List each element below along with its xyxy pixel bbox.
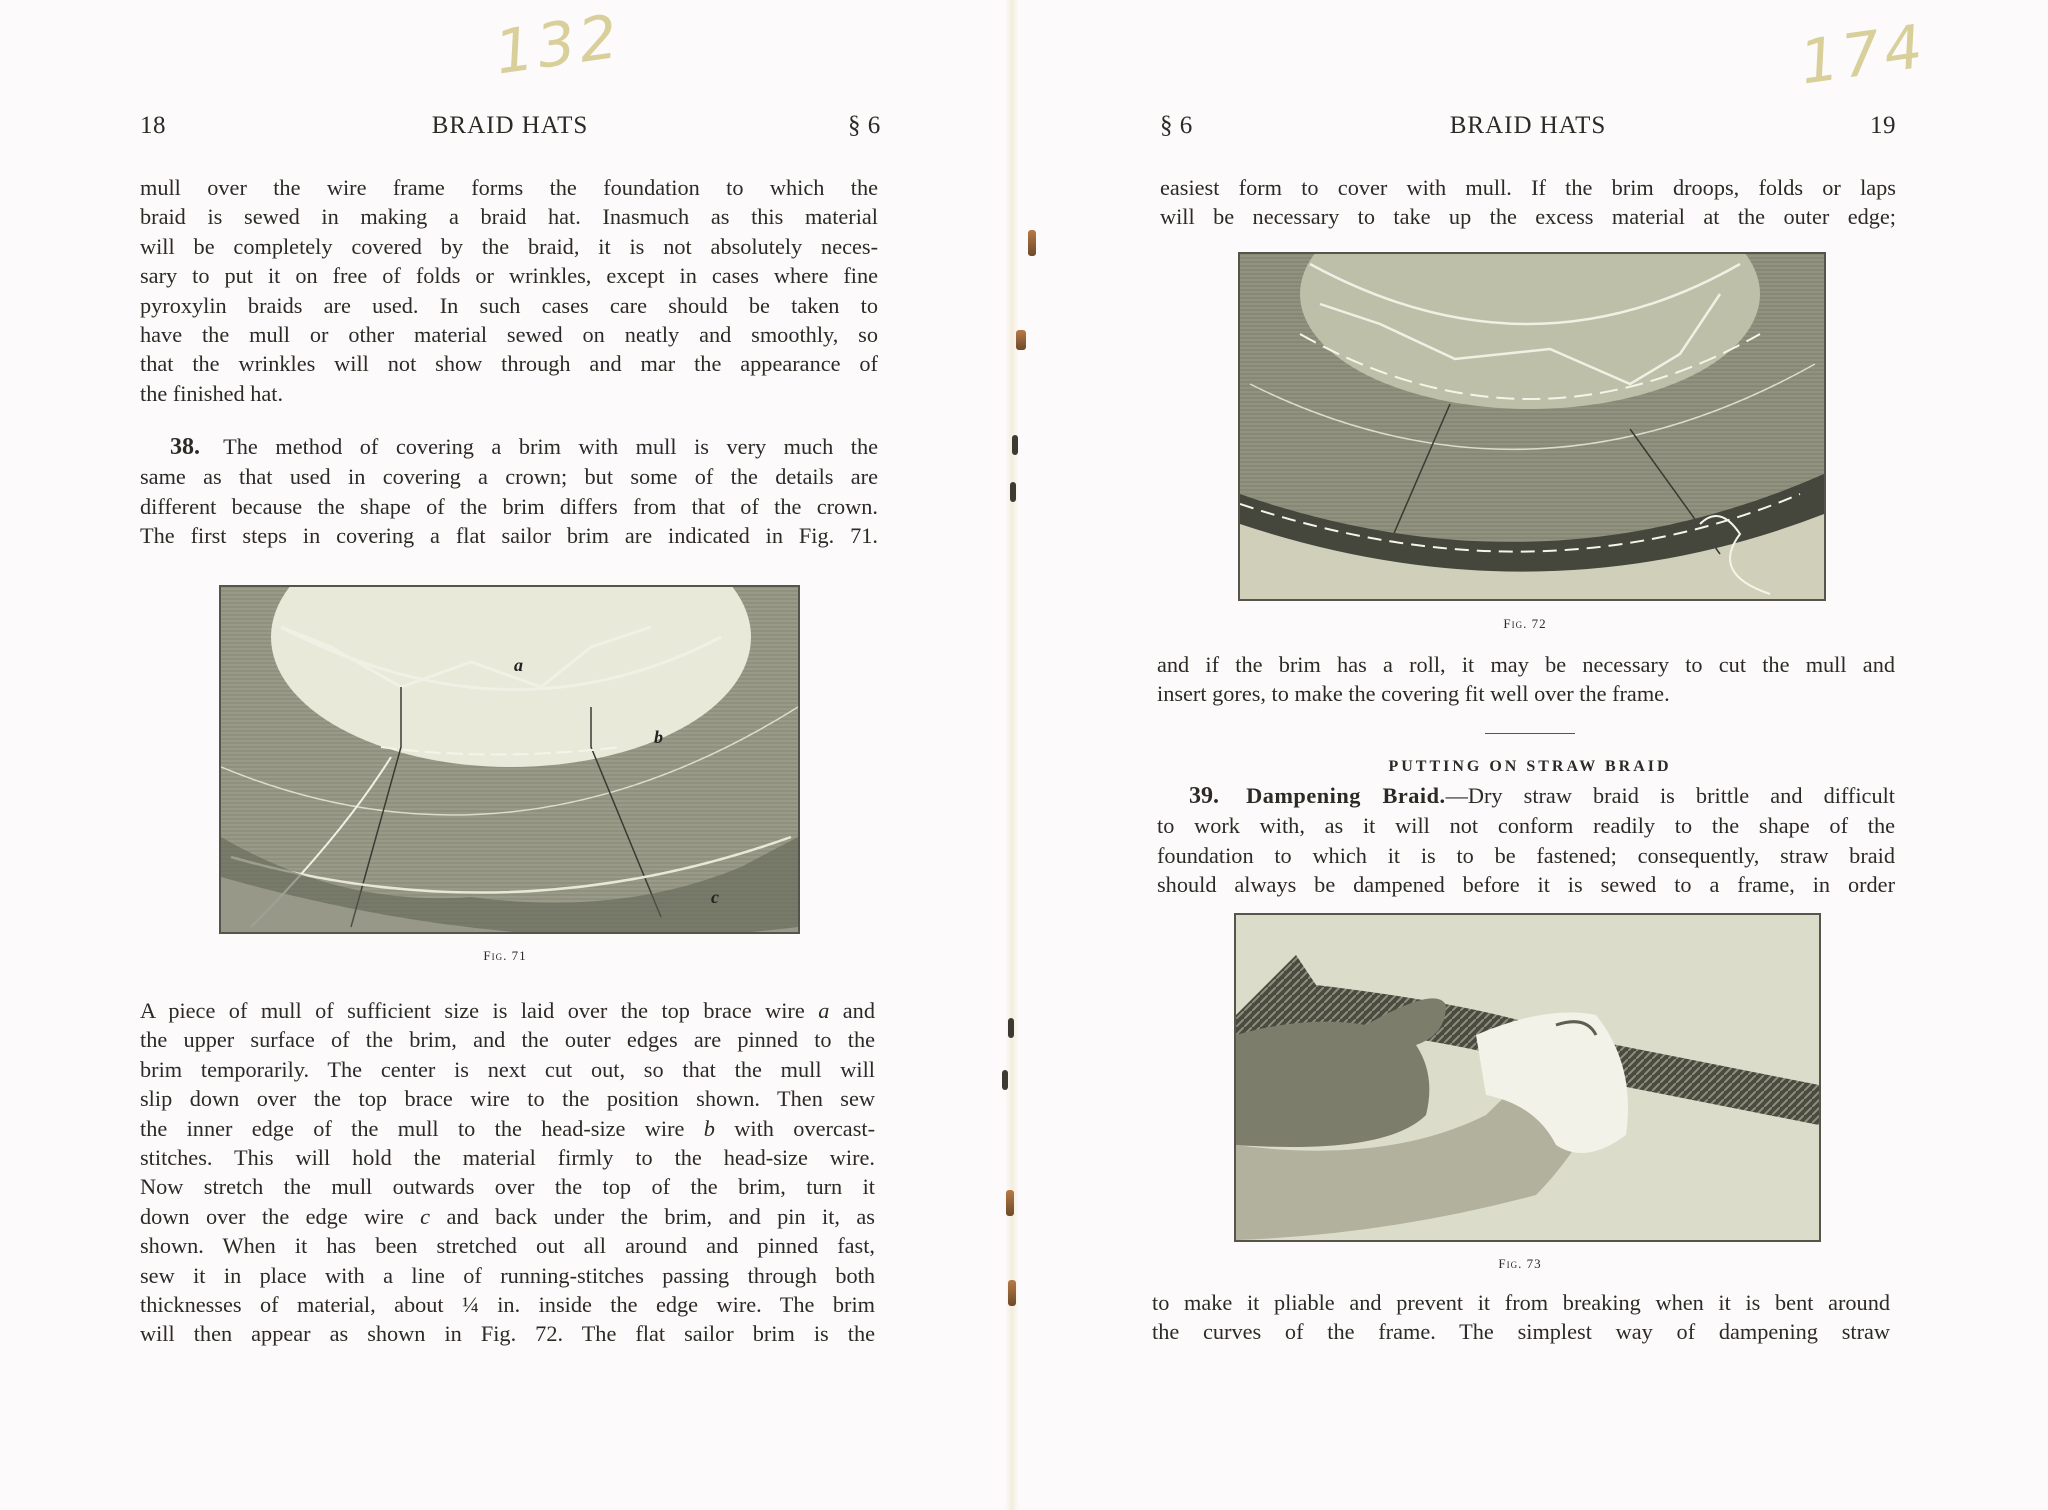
text-line: brim temporarily. The center is next cut out, so that the mull will <box>140 1056 875 1082</box>
text-line: shown. When it has been stretched out all around and pinned fast, <box>140 1233 875 1259</box>
text-line <box>1157 781 1895 811</box>
text-line: will be completely covered by the braid, it is not absolutely neces- <box>140 233 878 259</box>
text-line <box>140 996 875 1025</box>
figure-label-b: b <box>654 727 663 747</box>
paragraph-continued <box>140 173 878 408</box>
text-line: to work with, as it will not conform readily to the shape of the <box>1157 813 1895 839</box>
text-run: with overcast- <box>714 1115 875 1141</box>
figure-label-a: a <box>514 655 523 675</box>
paragraph-number: 38. <box>170 434 200 460</box>
wire-label-b: b <box>703 1115 715 1141</box>
text-line: that the wrinkles will not show through and mar the appearance of <box>140 351 878 377</box>
text-line: mull over the wire frame forms the foundation to which the <box>140 175 878 200</box>
text-line: sew it in place with a line of running-stitches passing through both <box>140 1262 875 1288</box>
paragraph-number: 39. <box>1189 783 1219 809</box>
text-line: slip down over the top brace wire to the position shown. Then sew <box>140 1086 875 1112</box>
text-run: A piece of mull of sufficient size is laid over the top brace wire <box>140 998 819 1023</box>
text-line: insert gores, to make the covering fit well over the frame. <box>1157 681 1670 707</box>
run-in-title: Dampening Braid. <box>1246 783 1446 808</box>
text-line: easiest form to cover with mull. If the brim droops, folds or laps <box>1160 175 1896 200</box>
text-line: the upper surface of the brim, and the outer edges are pinned to the <box>140 1027 875 1053</box>
paragraph-after-figure-71 <box>140 996 875 1349</box>
text-run: —Dry straw braid is brittle and difficult <box>1445 783 1895 808</box>
paragraph-after-figure-73 <box>1152 1288 1890 1347</box>
text-run: down over the edge wire <box>140 1203 421 1229</box>
section-divider <box>1485 733 1575 734</box>
section-mark: § 6 <box>848 112 881 139</box>
hat-frame-mull-illustration <box>221 587 798 932</box>
figure-71-image <box>219 585 800 934</box>
text-run: and back under the brim, and pin it, as <box>430 1203 875 1229</box>
page-number: 19 <box>1870 112 1896 139</box>
paragraph-continued <box>1160 173 1896 232</box>
text-line <box>140 1202 875 1231</box>
page-number: 18 <box>140 112 166 139</box>
text-run: the inner edge of the mull to the head-size wire <box>140 1115 704 1141</box>
paragraph-38 <box>140 432 878 551</box>
right-page <box>1010 0 2048 1510</box>
text-line: the finished hat. <box>140 380 284 406</box>
figure-72-caption: Fig. 72 <box>1503 616 1547 631</box>
text-line: sary to put it on free of folds or wrinkles, except in cases where fine <box>140 263 878 289</box>
wire-label-c: c <box>420 1203 431 1229</box>
text-line: same as that used in covering a crown; but some of the details are <box>140 464 878 490</box>
wire-label-a: a <box>818 998 830 1023</box>
text-line: should always be dampened before it is sewed to a frame, in order <box>1157 872 1895 898</box>
figure-71-caption: Fig. 71 <box>483 948 527 963</box>
paragraph-after-figure-72 <box>1157 650 1895 709</box>
text-line: pyroxylin braids are used. In such cases care should be taken to <box>140 292 878 318</box>
paragraph-39 <box>1157 781 1895 900</box>
text-line: thicknesses of material, about ¼ in. inside the edge wire. The brim <box>140 1292 875 1318</box>
left-page <box>0 0 1010 1510</box>
text-run: The method of covering a brim with mull is very much the <box>223 434 878 459</box>
hands-dampening-braid-illustration <box>1236 915 1819 1240</box>
text-line: The first steps in covering a flat sailor brim are indicated in Fig. 71. <box>140 523 878 549</box>
handwritten-page-number-left: 132 <box>490 1 626 89</box>
covered-brim-illustration <box>1240 254 1824 599</box>
handwritten-page-number-right: 174 <box>1795 11 1931 99</box>
figure-73-caption: Fig. 73 <box>1498 1256 1542 1271</box>
text-line: different because the shape of the brim differs from that of the crown. <box>140 493 878 519</box>
text-line: braid is sewed in making a braid hat. Inasmuch as this material <box>140 204 878 230</box>
figure-label-c: c <box>711 887 719 907</box>
text-line: will be necessary to take up the excess material at the outer edge; <box>1160 204 1896 230</box>
text-line <box>140 1114 875 1143</box>
text-line: to make it pliable and prevent it from breaking when it is bent around <box>1152 1290 1890 1315</box>
figure-72-image <box>1238 252 1826 601</box>
text-line: the curves of the frame. The simplest way of dampening straw <box>1152 1319 1890 1345</box>
text-line <box>140 432 878 462</box>
section-heading: PUTTING ON STRAW BRAID <box>1388 758 1672 775</box>
text-line: stitches. This will hold the material firmly to the head-size wire. <box>140 1145 875 1171</box>
running-title: BRAID HATS <box>1449 112 1607 139</box>
text-line: and if the brim has a roll, it may be necessary to cut the mull and <box>1157 652 1895 677</box>
text-line: have the mull or other material sewed on neatly and smoothly, so <box>140 322 878 348</box>
text-line: will then appear as shown in Fig. 72. The flat sailor brim is the <box>140 1321 875 1347</box>
running-title: BRAID HATS <box>431 112 589 139</box>
text-line: foundation to which it is to be fastened; consequently, straw braid <box>1157 842 1895 868</box>
text-line: Now stretch the mull outwards over the top of the brim, turn it <box>140 1174 875 1200</box>
figure-73-image <box>1234 913 1821 1242</box>
text-run: and <box>829 998 875 1023</box>
section-mark: § 6 <box>1160 112 1193 139</box>
